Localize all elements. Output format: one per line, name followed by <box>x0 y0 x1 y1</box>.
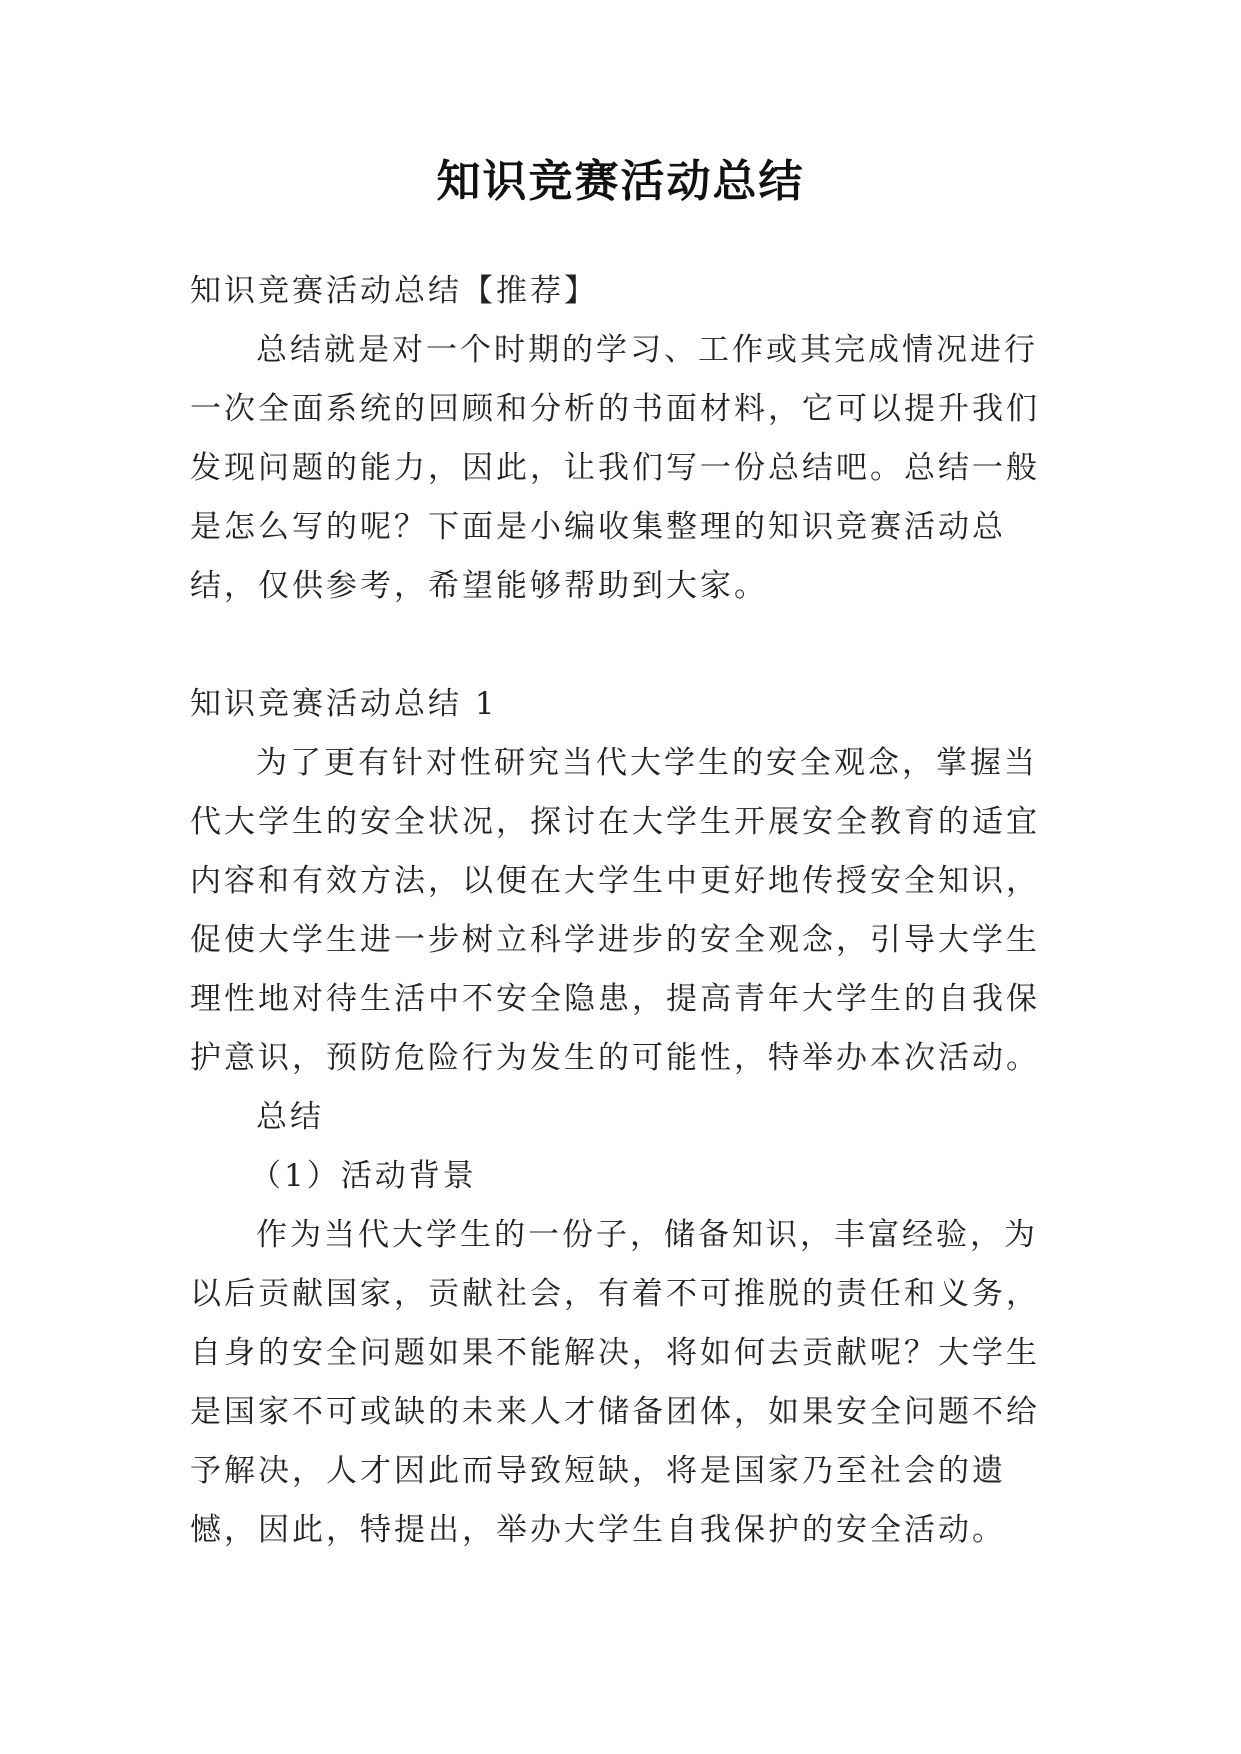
document-title: 知识竞赛活动总结 <box>436 156 805 207</box>
summary-label: 总结 <box>256 1099 324 1135</box>
body-paragraph: 为了更有针对性研究当代大学生的安全观念，掌握当代大学生的安全状况，探讨在大学生开展安全教育的适宜内容和有效方法，以便在大学生中更好地传授安全知识，促使大学生进一步树立科学进步的安全观念，引导大学生理性地对待生活中不安全隐患，提高青年大学生的自我保护意识，预防危险行为发生的可能性，特举办本次活动。 <box>190 745 1040 1076</box>
intro-paragraph: 总结就是对一个时期的学习、工作或其完成情况进行一次全面系统的回顾和分析的书面材料，它可以提升我们发现问题的能力，因此，让我们写一份总结吧。总结一般是怎么写的呢？下面是小编收集整理的知识竞赛活动总结，仅供参考，希望能够帮助到大家。 <box>190 332 1040 604</box>
document-subtitle: 知识竞赛活动总结【推荐】 <box>190 273 598 309</box>
background-label: （1）活动背景 <box>250 1158 477 1194</box>
body-paragraph: 作为当代大学生的一份子，储备知识，丰富经验，为以后贡献国家，贡献社会，有着不可推脱的责任和义务，自身的安全问题如果不能解决，将如何去贡献呢？大学生是国家不可或缺的未来人才储备团体，如果安全问题不给予解决，人才因此而导致短缺，将是国家乃至社会的遗憾，因此，特提出，举办大学生自我保护的安全活动。 <box>190 1217 1040 1548</box>
section-heading: 知识竞赛活动总结 1 <box>190 686 498 722</box>
document-body <box>190 262 1060 1560</box>
